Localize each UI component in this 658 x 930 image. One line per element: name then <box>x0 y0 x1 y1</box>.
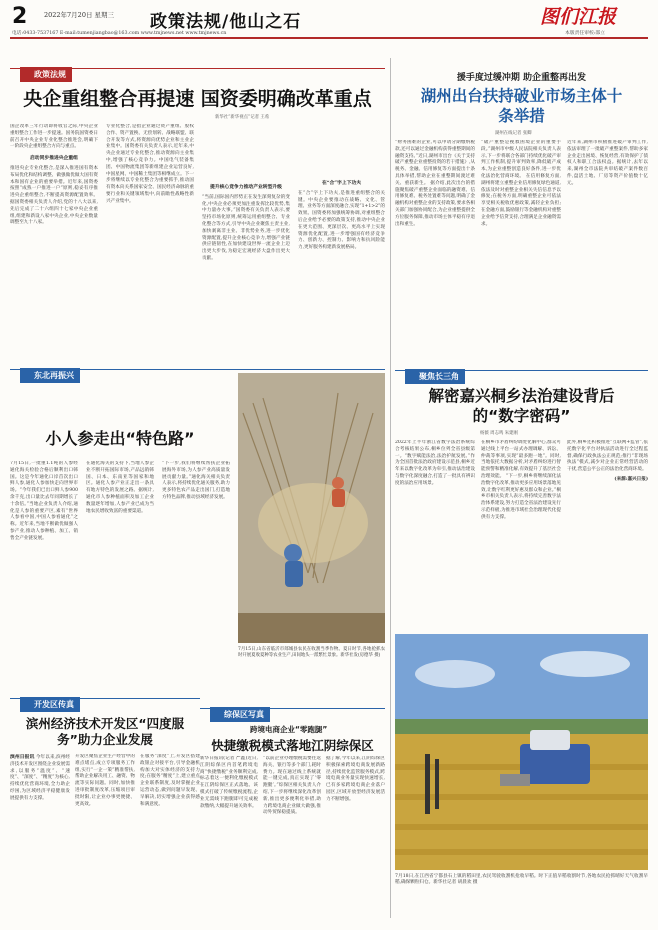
section-label <box>20 363 80 383</box>
headline <box>415 86 628 126</box>
article-col-3 <box>202 124 290 360</box>
article-text-3: “破产重整是挽救困境企业的重要手段。”湖州市中级人民法院相关负责人表示,下一步将联合各部门持续优化破产审判工作机制,提升审判效率,降低破产成本,为企业重整创造良好条件,进一步优化法治化营商环境。 <box>481 140 561 179</box>
article-col-2 <box>106 124 194 360</box>
contact-line: 电话:0433-7537167 E-mail:tumenjiangbao@163.com www.tmjnews.net www.tmjnews.cn <box>12 31 227 36</box>
article-col-2 <box>263 756 321 924</box>
article-text-1: “财务困难的企业,可以申请分期缴纳税款,还可以通过金融机构获得重整期间的融资支持。”近日,湖州市出台《关于支持破产重整企业重整投资的若干措施》,从税务、金融、信用修复等方面提出十条具体举措,帮助企业在重整期间渡过难关、重获新生。 <box>395 140 475 186</box>
article-text-4: 在信用修复方面,湖州将建立重整企业信用修复绿色通道,依法及时对重整企业相关失信信息予以修复;在税务方面,明确重整企业可依法享受相关税收优惠政策,减轻企业负担;在金融方面,鼓励银行等金融机构对重整企业给予信贷支持,合理满足企业融资需求。 <box>481 173 561 227</box>
harvest-photo <box>395 634 648 870</box>
photo-caption: 7月15日,山东省临沂市郯城县农民在收割当季作物。夏日时节,各地抢抓农时开展夏收夏种等农业生产,田间地头一派繁忙景象。新华社发(房德华 摄) <box>238 647 385 658</box>
article-col-3 <box>567 140 648 354</box>
article-col-1 <box>395 440 475 630</box>
source-credit: (来源:嘉兴日报) <box>614 476 648 482</box>
section-label <box>210 702 270 722</box>
headline-text: 湖州出台扶持破业市场主体十条举措 <box>420 87 623 125</box>
article-col-3 <box>140 754 200 924</box>
photo-scene <box>395 634 648 870</box>
dongbei-story <box>10 361 385 691</box>
article-col-2 <box>86 461 154 689</box>
section-title: 政策法规/他山之石 <box>150 12 302 32</box>
article-text-2: “以前企业办理缴税需要往返海关、银行等多个部门,耗时费力。现在通过线上系统就能一键完成,真正实现了‘零跑腿’。”综保区相关负责人介绍,下一步将继续深化改革创新,推出更多便利化举措,助力跨境电商企业做大做强,推动外贸保稳提质。 <box>263 756 321 816</box>
article-text-5: 近年来,湖州市积极推进破产审判工作,依法审理了一批破产重整案件,帮助多家企业走出困境、恢复经营,有效保护了债权人和职工合法权益。据统计,去年以来,湖州全市法院共审结破产案件数百件,盘活土地、厂房等资产价值数十亿元。 <box>567 140 648 186</box>
jiaxing-story <box>395 362 648 922</box>
section-label-text: 政策法规 <box>20 67 72 82</box>
byline: 滨州日报讯 <box>10 754 35 760</box>
section-label-text: 东北再振兴 <box>20 368 80 383</box>
article-text-4: 此外,桐乡还积极推进“互联网+监管”,依托数字化平台对执法活动进行全过程监督,确保行政执法公正规范;推行“非现场执法”模式,减少对企业正常经营活动的干扰,营造公平公正的法治化营商环境。 <box>567 440 648 473</box>
page-number: 2 <box>12 4 28 29</box>
article-col-2 <box>75 754 135 924</box>
zonghe-story <box>200 690 385 925</box>
section-label-text: 聚焦长三角 <box>405 369 465 384</box>
article-text-3: “当前,国际国内形势正在发生深刻复杂的变化,中央企业必须更加注重发挥比较优势,集中力量办大事。”国资委有关负责人表示,要坚持市场化原则,统筹运用重组整合、专业化整合等方式,引导中央企业聚焦主责主业,加快剥离非主业、非优势业务,进一步优化资源配置,提升企业核心竞争力,增强产业链供应链韧性,在加快建设世界一流企业上迈出更大步伐,为稳定宏观经济大盘作出更大贡献。 <box>202 194 290 261</box>
headline: 快捷缴税模式落地江阴综保区 <box>211 738 374 753</box>
section-label <box>20 692 80 712</box>
article-col-1 <box>10 754 70 924</box>
article-col-1 <box>200 756 258 924</box>
photo-scene <box>238 373 385 643</box>
kicker: 援手度过缓冲期 助企重整再出发 <box>456 73 587 83</box>
article-col-1 <box>395 140 475 354</box>
headline: 央企重组整合再提速 国资委明确改革重点 <box>23 88 372 110</box>
article-col-1 <box>10 124 98 360</box>
section-label-text: 综保区写真 <box>210 707 270 722</box>
article-col-3 <box>162 461 230 689</box>
article-col-2 <box>481 440 561 630</box>
duty-editor: 本版责任审校:邵立 <box>565 31 605 36</box>
article-text-2: 开发区聚焦企业生产经营中的难点堵点,成立专项服务工作组,实行“一企一策”精准帮扶,帮助企业解决用工、融资、物流等实际问题。同时,加快推进审批制度改革,压缩项目审批时限,让企业办事更便捷、更高效。 <box>75 754 135 807</box>
masthead <box>0 0 658 40</box>
article-text-1: 新华日报讯(记者 严鑫)近日,江阴综保区内首笔跨境电商“快捷缴税”业务顺利完成,标志着这一便利化缴税模式在江阴综保区正式落地。该模式打破了传统缴税流程,企业无需线下跑腿即可完成税款缴纳,大幅提升通关效率。 <box>200 756 258 809</box>
section-label <box>20 62 72 82</box>
section-label <box>405 364 465 384</box>
article-text-1: 推进央企专业化整合,是深入推进国有资本布局优化和结构调整、做强做优做大国有资本和国有企业的重要举措。近年来,国资委按照“成熟一户推进一户”原则,稳妥有序推进央企重组整合,不断提高资源配置效率。据国资委相关负责人介绍,党的十八大以来,先后完成了二十六组四十七家中央企业重组,组建和新设八家中央企业,中央企业数量调整至九十八家。 <box>10 165 98 226</box>
article-col-3 <box>567 440 648 630</box>
article-text-1: 2022年上半年浙江省数字法治系统综合考核结果公布,桐乡位列全省县级第一。“数字赋能法治,法治护航发展。”作为全国首批法治政府建设示范县,桐乡近年来以数字化改革为牵引,推动法治建设与数字化深度融合,打造了一批具有辨识度的法治应用场景。 <box>395 440 475 486</box>
photo-caption: 7月18日,在江西省宁都县石上镇的稻田里,农民驾驶收割机抢收早稻。时下正值早稻收割时节,各地农民抢抓晴好天气收割早稻,确保颗粒归仓。新华社记者 胡晨欢 摄 <box>395 874 648 886</box>
huzhou-story <box>395 58 648 356</box>
harvest-photo <box>238 373 385 643</box>
byline: 杨薇 周志鸣 朱建刚 <box>480 431 518 436</box>
section-label-text: 开发区传真 <box>20 697 80 712</box>
article-col-3 <box>326 756 385 924</box>
article-text-3: “下一步,我们将继续帮扶企业拓展海外市场,为人参产业高质量发展贡献力量。”通化海关相关负责人表示,将持续优化通关服务,助力更多特色农产品走出国门,打造地方特色品牌,推动县域经济发展。 <box>162 461 230 500</box>
kaifa-story <box>10 690 200 925</box>
article-text-3: 在服务“深度”上,开发区搭建政银企对接平台,引导金融机构加大对实体经济的支持力度;在服务“精度”上,建立重点企业联系制度,及时掌握企业运营动态,做到问题早发现、早解决,切实增强企业获得感和满意度。 <box>140 754 200 807</box>
masthead-logo: 图们江报 <box>540 6 617 28</box>
byline: 湖州在线记者 张卿 <box>495 131 532 136</box>
article-text-2: 据介绍,此次出台的措施聚焦破产重整企业面临的融资难、信用修复难、税务处置难等问题,明确了金融机构对重整企业的支持政策,要求各相关部门加强协同配合,为企业重整提供全方位服务保障,推动市场主体平稳有序退出和重生。 <box>395 180 475 227</box>
kicker: 跨境电商企业“零跑腿” <box>250 725 328 734</box>
headline: 小人参走出“特色路” <box>45 429 195 448</box>
article-text-4: 在“合”字上下功夫,是推进重组整合的关键。中央企业要推动在战略、文化、管理、业务等方面深度融合,实现“1+1>2”的效果。国资委将加强统筹协调,对重组整合后企业给予必要的政策支持,推动中央企业在更大范围、更深层次、更高水平上实现资源优化配置,进一步增强国有经济竞争力、创新力、控制力、影响力和抗风险能力,更好服务构建新发展格局。 <box>298 190 385 251</box>
subhead-1: 启动同步推进央企重组 <box>30 155 78 162</box>
article-text-3: 据了解,今年以来,江阴综保区积极探索跨境电商发展新路径,持续优化监管服务模式,跨境电商业务量实现快速增长,已有多家跨境电商企业落户园区,区域开放型经济发展活力不断增强。 <box>326 756 385 802</box>
subhead-2: 提升核心竞争力推动产业转型升级 <box>210 184 282 190</box>
article-col-2 <box>481 140 561 354</box>
subhead-3: 在“合”字上下功夫 <box>321 180 362 186</box>
date-line: 2022年7月20日 星期三 <box>44 11 115 19</box>
lead-paragraph: 国企改革三年行动即将收官之际,中央企业重组整合工作进一步提速。国务院国资委日前召开中央企业专业化整合推进会,明确下一阶段央企重组整合方向与重点。 <box>10 124 98 150</box>
article-text-2: 在桐乡市矛盾纠纷调处化解中心,群众可通过线上平台一站式办理调解、诉讼、仲裁等事项,实现“最多跑一地”。同时,当地依托大数据分析,对矛盾纠纷进行智能预警和精准化解,有效提升了基层社会治理效能。 <box>481 440 561 479</box>
article-col-4 <box>298 124 385 360</box>
article-text-1: 7月15日,一批重1.1吨的人参经通化海关检验合格后顺利出口韩国。这是今年通化口岸首次出口鲜人参,通化人参加快走向世界市场。“今年我们已出口鲜人参900余千克,出口量比去年同期增长了十余倍。”当地企业负责人介绍,通化是人参的重要产区,素有“世界人参看中国,中国人参看通化”之称。近年来,当地不断做优做强人参产业,推动人参种植、加工、销售全产业链发展。 <box>10 461 78 541</box>
masthead-rule <box>10 37 648 39</box>
article-text-1: 今年以来,滨州经济技术开发区围绕企业发展需求,以服务“温度”、“速度”、“深度”、“精度”为核心,持续优化营商环境,全力助企纾困,为区域经济平稳健康发展提供有力支撑。 <box>10 755 70 801</box>
article-text-3: “下一步,桐乡将继续深化法治数字化改革,推动更多应用场景落地见效,让数字红利更好惠及群众和企业。”桐乡市相关负责人表示,将持续完善数字法治体系建设,努力打造全省法治建设先行示范样板,为推进市域社会治理现代化提供有力支撑。 <box>481 473 561 520</box>
article-col-1 <box>10 461 78 689</box>
headline: 解密嘉兴桐乡法治建设背后的“数字密码” <box>428 387 615 425</box>
byline: 新华社“新华视点”记者 王希 <box>215 115 270 120</box>
article-text-2: 专业化整合,是指企业通过资产重组、股权合作、资产置换、无偿划转、战略联盟、联合开发等方式,将资源向优势企业和主业企业集中。国资委有关负责人表示,近年来,中央企业通过专业化整合,推动资源向主业集中,增强了核心竞争力。中国电气装备集团、中国物流集团等新组建企业运营良好,中国星网、中国稀土集团等相继成立。下一步将继续以专业化整合为重要抓手,推动国有资本向关系国家安全、国民经济命脉的重要行业和关键领域集中,向前瞻性战略性新兴产业集中。 <box>106 124 194 204</box>
top-story <box>10 58 385 361</box>
column-divider <box>390 58 391 918</box>
article-text-2: 在通化海关的支持下,当地人参企业不断开拓国际市场,产品远销韩国、日本、东南亚等国家和地区。通化人参产业正走出一条具有地方特色的发展之路。据统计,通化市人参种植面积及加工企业数量逐年增加,人参产业已成为当地农民增收致富的重要渠道。 <box>86 461 154 514</box>
headline: 滨州经济技术开发区“四度服务”助力企业发展 <box>25 716 185 747</box>
